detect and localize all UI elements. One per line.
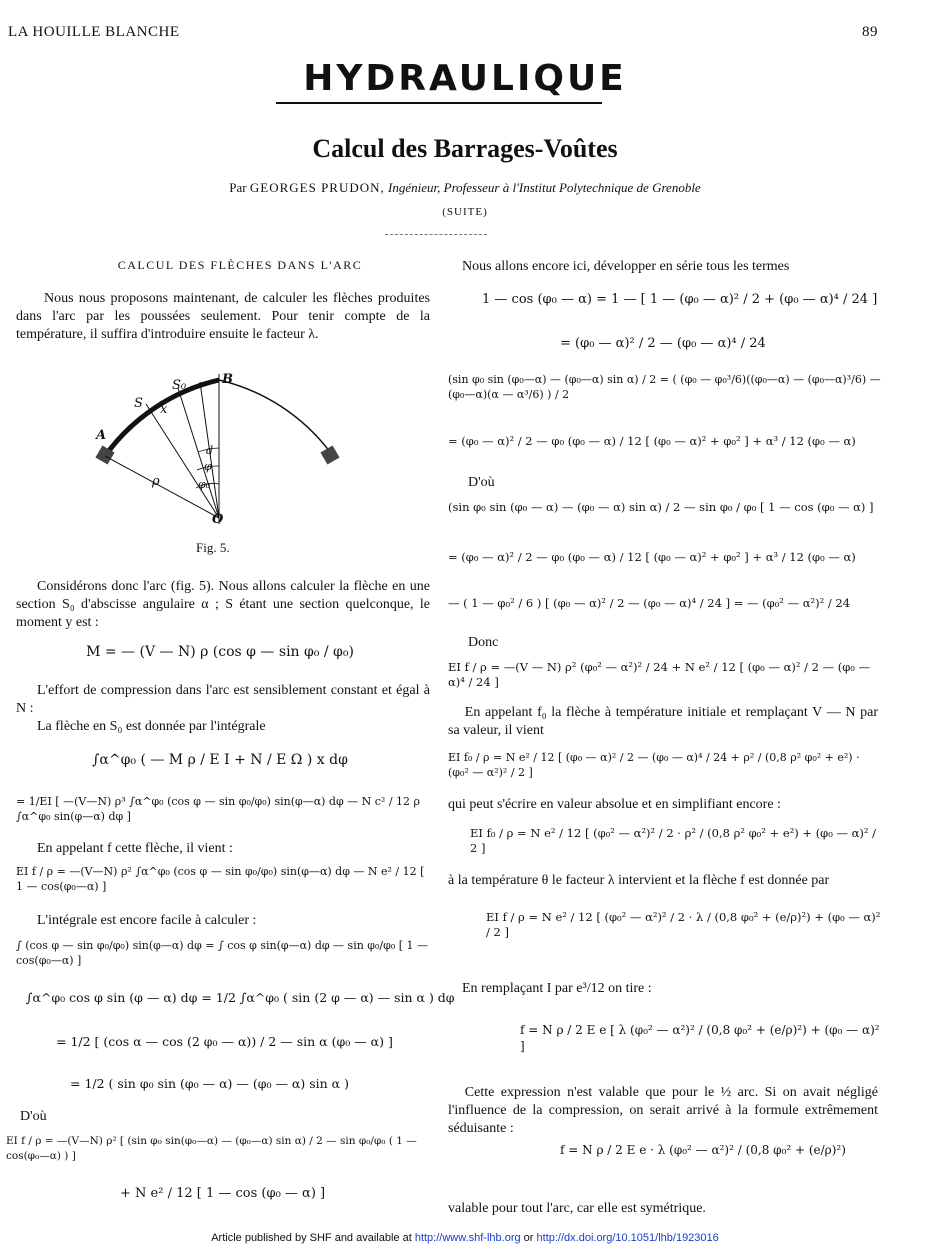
suite-label: (SUITE) — [442, 206, 488, 218]
right-dou: D'où — [468, 475, 495, 490]
right-eq-10: EI f₀ / ρ = N e² / 12 [ (φ₀² — α²)² / 2 · ρ² / (0,8 ρ² φ₀² + e²) + (φ₀ — α)² / 2 ] — [470, 826, 877, 855]
section-heading: HYDRAULIQUE — [303, 58, 627, 99]
fig-label-a: A — [96, 428, 107, 443]
fig-label-phi: φ — [204, 460, 212, 473]
right-paragraph-5: En remplaçant I par e³/12 on tire : — [462, 981, 652, 996]
left-paragraph-2: Considérons donc l'arc (fig. 5). Nous allons calculer la flèche en une section S₀ d'abscisse angulaire α ; S étant une section quelconque, le moment y est : — [16, 579, 430, 630]
right-paragraph-3: qui peut s'écrire en valeur absolue et en simplifiant encore : — [448, 797, 781, 812]
left-dou: D'où — [20, 1109, 47, 1124]
right-eq-3: (sin φ₀ sin (φ₀—α) — (φ₀—α) sin α) / 2 = ( (φ₀ — φ₀³/6)((φ₀—α) — (φ₀—α)³/6) — (φ₀—α)(α — α³/6) ) / 2 — [448, 373, 881, 401]
right-paragraph-2: En appelant f₀ la flèche à température initiale et remplaçant V — N par sa valeur, il vient — [448, 705, 878, 738]
fig-label-phi0: φ₀ — [198, 478, 211, 491]
right-donc: Donc — [468, 635, 499, 650]
left-eq-8: = 1/2 ( sin φ₀ sin (φ₀ — α) — (φ₀ — α) sin α ) — [70, 1076, 349, 1091]
left-eq-6: ∫α^φ₀ cos φ sin (φ — α) dφ = 1/2 ∫α^φ₀ ( sin (2 φ — α) — sin α ) dφ — [26, 990, 455, 1005]
left-eq-1: M = — (V — N) ρ (cos φ — sin φ₀ / φ₀) — [86, 644, 354, 660]
right-eq-8: EI f / ρ = —(V — N) ρ² (φ₀² — α²)² / 24 + N e² / 12 [ (φ₀ — α)² / 2 — (φ₀ — α)⁴ / 24 ] — [448, 660, 871, 689]
fig-label-o: O — [212, 512, 224, 527]
article-title: Calcul des Barrages-Voûtes — [312, 134, 618, 163]
author-role: Ingénieur, Professeur à l'Institut Polytechnique de Grenoble — [388, 180, 701, 195]
author-name: GEORGES PRUDON, — [249, 180, 385, 195]
footer-link-shf[interactable]: http://www.shf-lhb.org — [414, 1232, 521, 1244]
left-paragraph-6: L'intégrale est encore facile à calculer : — [37, 913, 257, 928]
byline — [0, 180, 930, 196]
journal-name: LA HOUILLE BLANCHE — [8, 24, 180, 40]
fig-label-x: x — [160, 402, 168, 417]
figure-5-diagram — [80, 366, 360, 536]
left-eq-5: ∫ (cos φ — sin φ₀/φ₀) sin(φ—α) dφ = ∫ cos φ sin(φ—α) dφ — sin φ₀/φ₀ [ 1 — cos(φ₀—α) ] — [16, 939, 429, 967]
right-paragraph-7: valable pour tout l'arc, car elle est symétrique. — [448, 1201, 706, 1216]
right-eq-7: — ( 1 — φ₀² / 6 ) [ (φ₀ — α)² / 2 — (φ₀ — α)⁴ / 24 ] = — (φ₀² — α²)² / 24 — [448, 596, 851, 610]
footer — [0, 1232, 930, 1244]
right-eq-11: EI f / ρ = N e² / 12 [ (φ₀² — α²)² / 2 · λ / (0,8 φ₀² + (e/ρ)²) + (φ₀ — α)² / 2 ] — [486, 910, 881, 939]
right-eq-4: = (φ₀ — α)² / 2 — φ₀ (φ₀ — α) / 12 [ (φ₀ — α)² + φ₀² ] + α³ / 12 (φ₀ — α) — [448, 434, 856, 448]
footer-or: or — [523, 1232, 534, 1244]
left-paragraph-3: L'effort de compression dans l'arc est sensiblement constant et égal à N : — [16, 683, 430, 716]
fig-label-b: B — [222, 372, 233, 387]
fig-label-s0: S₀ — [172, 378, 187, 393]
figure-caption: Fig. 5. — [196, 540, 230, 555]
right-eq-5: (sin φ₀ sin (φ₀ — α) — (φ₀ — α) sin α) / 2 — sin φ₀ / φ₀ [ 1 — cos (φ₀ — α) ] — [448, 500, 874, 514]
left-eq-9: EI f / ρ = —(V—N) ρ² [ (sin φ₀ sin(φ₀—α) — (φ₀—α) sin α) / 2 — sin φ₀/φ₀ ( 1 — cos(φ₀—α) ) ] — [6, 1135, 417, 1162]
left-eq-10: + N e² / 12 [ 1 — cos (φ₀ — α) ] — [120, 1186, 326, 1201]
left-paragraph-1: Nous nous proposons maintenant, de calculer les flèches produites dans l'arc par les poussées seulement. Pour tenir compte de la température, il suffira d'introduire ensuite le facteur λ. — [16, 291, 430, 342]
right-paragraph-4: à la température θ le facteur λ intervient et la flèche f est donnée par — [448, 873, 830, 888]
footer-text: Article published by SHF and available at — [211, 1232, 412, 1244]
left-eq-2: ∫α^φ₀ ( — M ρ / E I + N / E Ω ) x dφ — [92, 752, 348, 768]
left-eq-3: = 1/EI [ —(V—N) ρ³ ∫α^φ₀ (cos φ — sin φ₀/φ₀) sin(φ—α) dφ — N c² / 12 ρ ∫α^φ₀ sin(φ—α) dφ ] — [16, 795, 421, 823]
right-paragraph-1: Nous allons encore ici, développer en série tous les termes — [462, 259, 790, 274]
right-eq-12: f = N ρ / 2 E e [ λ (φ₀² — α²)² / (0,8 φ₀² + (e/ρ)²) + (φ₀ — α)² ] — [520, 1023, 880, 1053]
right-paragraph-6: Cette expression n'est valable que pour le ½ arc. Si on avait négligé l'influence de la compression, on serait arrivé à la formule extrêmement séduisante : — [448, 1085, 878, 1136]
right-eq-9: EI f₀ / ρ = N e² / 12 [ (φ₀ — α)² / 2 — (φ₀ — α)⁴ / 24 + ρ² / (0,8 ρ² φ₀² + e²) · (φ₀² — α²)² / 2 ] — [448, 751, 860, 779]
fig-label-d: d — [206, 444, 214, 457]
footer-link-doi[interactable]: http://dx.doi.org/10.1051/lhb/1923016 — [536, 1232, 719, 1244]
right-eq-13: f = N ρ / 2 E e · λ (φ₀² — α²)² / (0,8 φ₀² + (e/ρ)²) — [560, 1143, 846, 1157]
left-eq-7: = 1/2 [ (cos α — cos (2 φ₀ — α)) / 2 — sin α (φ₀ — α) ] — [56, 1034, 393, 1049]
right-eq-6: = (φ₀ — α)² / 2 — φ₀ (φ₀ — α) / 12 [ (φ₀ — α)² + φ₀² ] + α³ / 12 (φ₀ — α) — [448, 550, 856, 564]
heading-underline — [276, 102, 602, 104]
page-number: 89 — [862, 24, 878, 40]
left-eq-4: EI f / ρ = —(V—N) ρ² ∫α^φ₀ (cos φ — sin φ₀/φ₀) sin(φ—α) dφ — N e² / 12 [ 1 — cos(φ₀—α) ] — [16, 865, 425, 893]
fig-label-s: S — [134, 396, 143, 411]
left-section-title: CALCUL DES FLÈCHES DANS L'ARC — [117, 258, 363, 272]
left-paragraph-5: En appelant f cette flèche, il vient : — [37, 841, 233, 856]
left-paragraph-4: La flèche en S₀ est donnée par l'intégrale — [37, 719, 266, 734]
right-eq-1: 1 — cos (φ₀ — α) = 1 — [ 1 — (φ₀ — α)² / 2 + (φ₀ — α)⁴ / 24 ] — [482, 292, 878, 307]
fig-label-rho: ρ — [152, 474, 160, 489]
right-eq-2: = (φ₀ — α)² / 2 — (φ₀ — α)⁴ / 24 — [560, 336, 766, 351]
separator — [385, 234, 487, 235]
byline-prefix: Par — [229, 180, 247, 195]
